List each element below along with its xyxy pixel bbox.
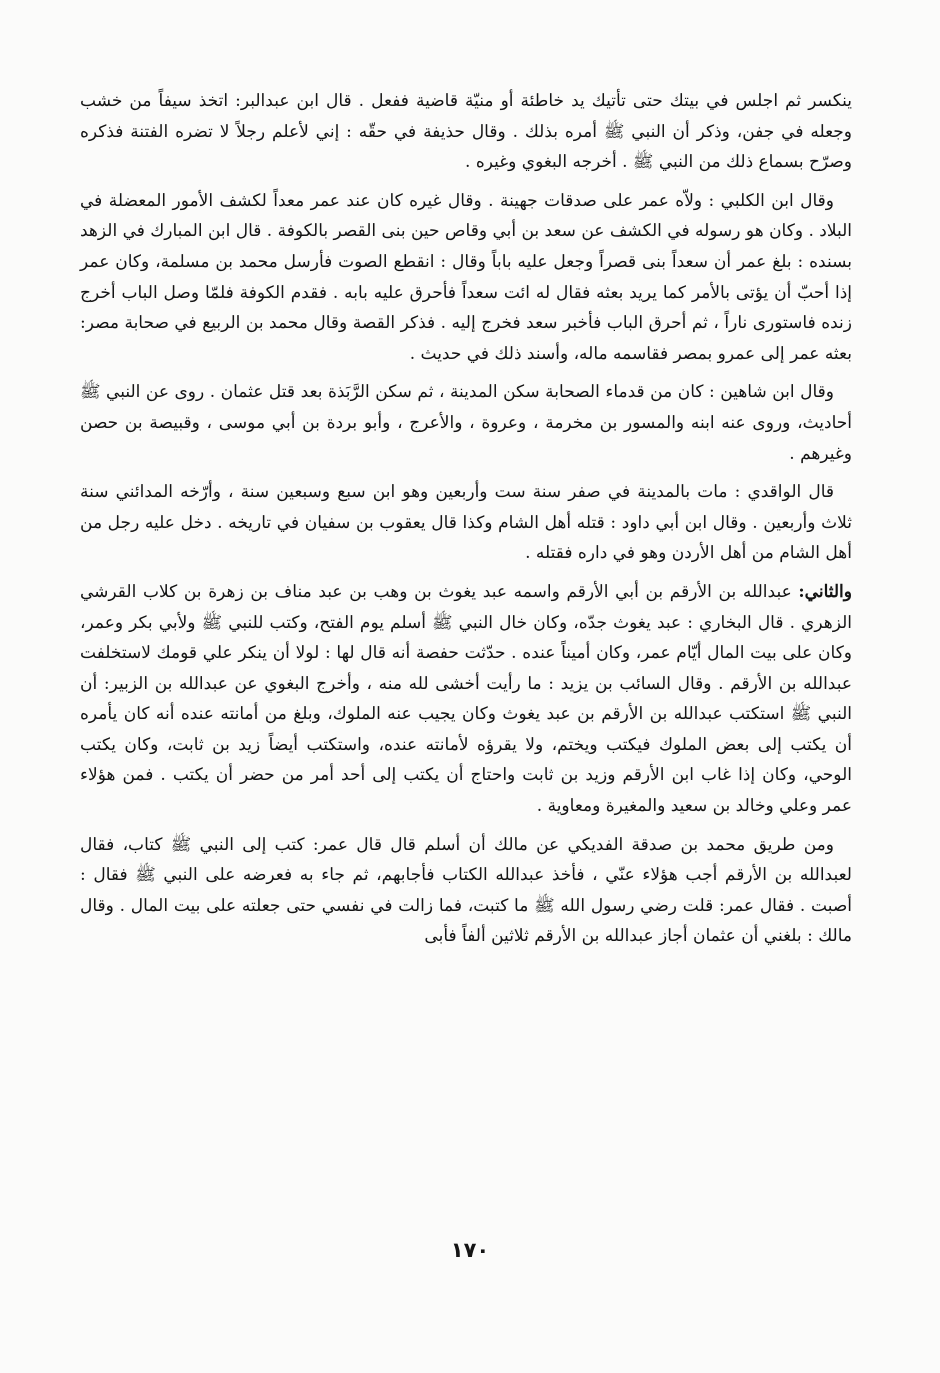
paragraph-3 bbox=[80, 377, 852, 469]
body-text bbox=[80, 86, 852, 960]
paragraph-2 bbox=[80, 186, 852, 370]
paragraph-5-text: عبدالله بن الأرقم بن أبي الأرقم واسمه عبد يغوث بن وهب بن عبد مناف بن زهرة بن كلاب القرشي الزهري . قال البخاري : عبد يغوث جدّه، وكان خال النبي ﷺ أسلم يوم الفتح، وكتب للنبي ﷺ ولأبي بكر وعمر، وكان على بيت المال أيّام عمر، وكان أميناً عنده . حدّثت حفصة أنه قال لها : لولا أن ينكر علي قومك لاستخلفت عبدالله بن الأرقم . وقال السائب بن يزيد : ما رأيت أخشى لله منه ، وأخرج البغوي عن عبدالله بن الزبير: أن النبي ﷺ استكتب عبدالله بن الأرقم بن عبد يغوث وكان يجيب عنه الملوك، وبلغ من أمانته عنده أنه كان يأمره أن يكتب إلى بعض الملوك فيكتب ويختم، ولا يقرؤه لأمانته عنده، واستكتب أيضاً زيد بن ثابت، وكان يكتب الوحي، وكان إذا غاب ابن الأرقم وزيد بن ثابت واحتاج أن يكتب إلى أحد أمر من حضر أن يكتب . فمن هؤلاء عمر وعلي وخالد بن سعيد والمغيرة ومعاوية . bbox=[80, 581, 852, 817]
paragraph-4 bbox=[80, 477, 852, 569]
paragraph-4-text: قال الواقدي : مات بالمدينة في صفر سنة ست وأربعين وهو ابن سبع وسبعين سنة ، وأرّخه المدائني سنة ثلاث وأربعين . وقال ابن أبي داود : قتله أهل الشام وكذا قال يعقوب بن سفيان في تاريخه . دخل عليه رجل من أهل الشام من أهل الأردن وهو في داره فقتله . bbox=[80, 482, 852, 564]
paragraph-6-text: ومن طريق محمد بن صدقة الفديكي عن مالك أن أسلم قال قال عمر: كتب إلى النبي ﷺ كتاب، فقال لعبدالله بن الأرقم أجب هؤلاء عنّي ، فأخذ عبدالله الكتاب فأجابهم، ثم جاء به فعرضه على النبي ﷺ فقال : أصبت . فقال عمر: قلت رضي رسول الله ﷺ ما كتبت، فما زالت في نفسي حتى جعلته على بيت المال . وقال مالك : بلغني أن عثمان أجاز عبدالله بن الأرقم ثلاثين ألفاً فأبى bbox=[80, 834, 852, 947]
paragraph-5 bbox=[80, 577, 852, 822]
paragraph-1 bbox=[80, 86, 852, 178]
paragraph-3-text: وقال ابن شاهين : كان من قدماء الصحابة سكن المدينة ، ثم سكن الرَّبَذة بعد قتل عثمان . روى عن النبي ﷺ أحاديث، وروى عنه ابنه والمسور بن مخرمة ، وعروة ، والأعرج ، وأبو بردة بن أبي موسى ، وقبيصة بن حصن وغيرهم . bbox=[80, 382, 852, 464]
paragraph-2-text: وقال ابن الكلبي : ولاّه عمر على صدقات جهينة . وقال غيره كان عند عمر معداً لكشف الأمور المعضلة في البلاد . وكان هو رسوله في الكشف عن سعد بن أبي وقاص حين بنى القصر بالكوفة . قال ابن المبارك في الزهد بسنده : بلغ عمر أن سعداً بنى قصراً وجعل عليه باباً وقال : انقطع الصوت فأرسل محمد بن مسلمة، وكان عمر إذا أحبّ أن يؤتى بالأمر كما يريد بعثه فقال له ائت سعداً فأحرق عليه بابه . فقدم الكوفة فلمّا وصل الباب أخرج زنده فاستورى ناراً ، ثم أحرق الباب فأخبر سعد فخرج إليه . فذكر القصة وقال محمد بن الربيع في صحابة مصر: بعثه عمر إلى عمرو بمصر فقاسمه ماله، وأسند ذلك في حديث . bbox=[80, 190, 852, 364]
paragraph-6 bbox=[80, 830, 852, 952]
paragraph-1-text: ينكسر ثم اجلس في بيتك حتى تأتيك يد خاطئة أو منيّة قاضية ففعل . قال ابن عبدالبر: اتخذ سيفاً من خشب وجعله في جفن، وذكر أن النبي ﷺ أمره بذلك . وقال حذيفة في حقّه : إني لأعلم رجلاً لا تضره الفتنة فذكره وصرّح بسماع ذلك من النبي ﷺ . أخرجه البغوي وغيره . bbox=[80, 91, 852, 173]
page-number: ١٧٠ bbox=[450, 1238, 490, 1262]
paragraph-5-lead: والثاني: bbox=[798, 581, 852, 602]
